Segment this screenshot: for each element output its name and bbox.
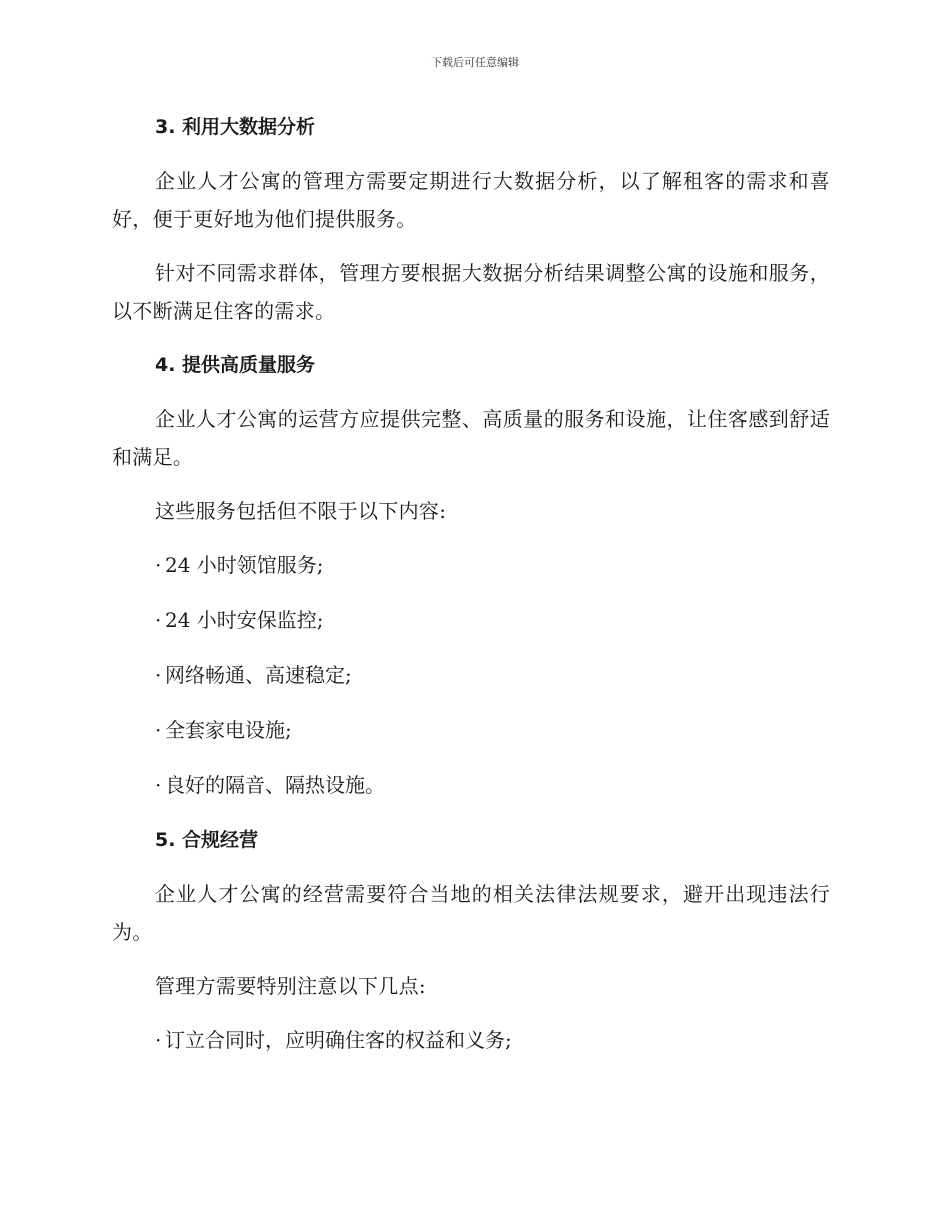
paragraph-4-2: 这些服务包括但不限于以下内容:	[155, 499, 447, 523]
bullet-dot: ·	[155, 773, 162, 797]
section-heading-5: 5. 合规经营	[155, 829, 259, 851]
bullet-dot: ·	[155, 608, 162, 632]
list-item	[112, 711, 830, 749]
list-item-text: 良好的隔音、隔热设施。	[165, 773, 385, 797]
list-item	[112, 1021, 830, 1059]
document-body	[112, 108, 830, 1076]
page-header: 下载后可任意编辑	[431, 56, 519, 69]
list-item	[112, 766, 830, 804]
bullet-dot: ·	[155, 663, 162, 687]
paragraph-3-2: 针对不同需求群体，管理方要根据大数据分析结果调整公寓的设施和服务，以不断满足住客的需求。	[112, 261, 830, 323]
list-item	[112, 656, 830, 694]
section-heading-3: 3. 利用大数据分析	[155, 116, 316, 138]
list-item-text: 24 小时安保监控;	[165, 608, 324, 632]
bullet-dot: ·	[155, 1028, 162, 1052]
list-item	[112, 546, 830, 584]
paragraph-5-1: 企业人才公寓的经营需要符合当地的相关法律法规要求，避开出现违法行为。	[112, 882, 830, 944]
list-item-text: 网络畅通、高速稳定;	[165, 663, 352, 687]
paragraph-4-1: 企业人才公寓的运营方应提供完整、高质量的服务和设施，让住客感到舒适和满足。	[112, 407, 830, 469]
section-heading-4: 4. 提供高质量服务	[155, 354, 316, 376]
list-item	[112, 601, 830, 639]
paragraph-5-2: 管理方需要特别注意以下几点:	[155, 974, 426, 998]
paragraph-3-1: 企业人才公寓的管理方需要定期进行大数据分析，以了解租客的需求和喜好，便于更好地为他们提供服务。	[112, 169, 830, 231]
list-item-text: 24 小时领馆服务;	[165, 553, 324, 577]
bullet-dot: ·	[155, 718, 162, 742]
bullet-dot: ·	[155, 553, 162, 577]
list-item-text: 订立合同时，应明确住客的权益和义务;	[165, 1028, 512, 1052]
list-item-text: 全套家电设施;	[165, 718, 292, 742]
